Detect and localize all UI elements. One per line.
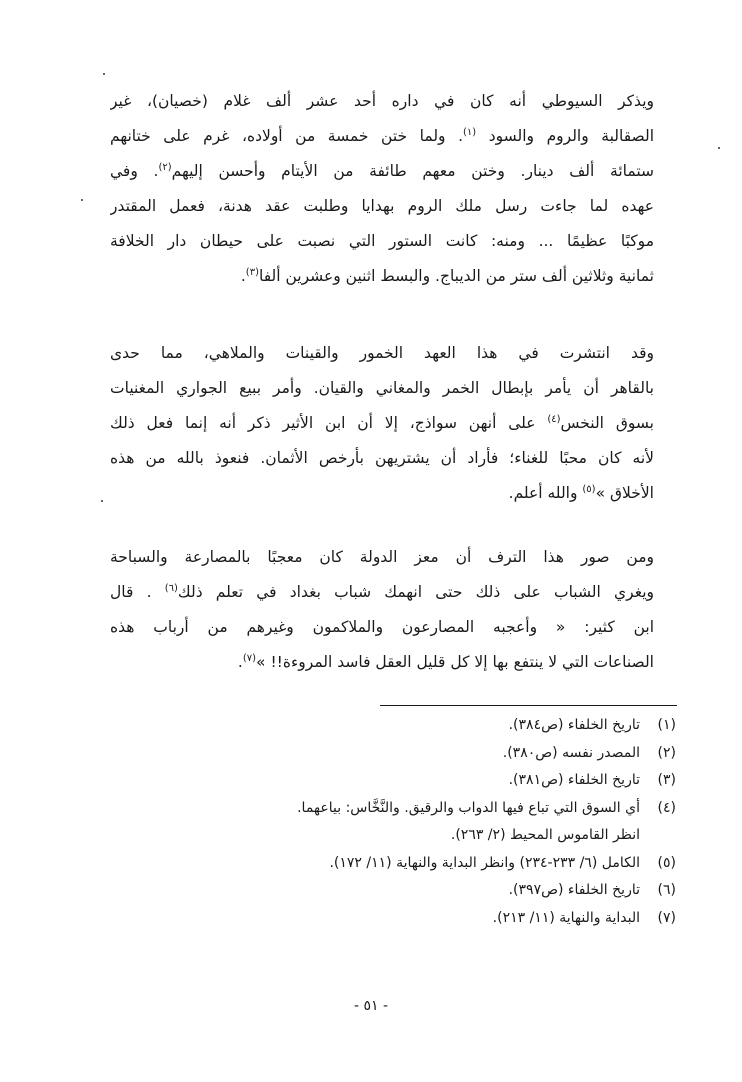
paragraph-2 [110,336,654,511]
footnote-text: الكامل (٦/ ٢٣٣-٢٣٤) وانظر البداية والنهاية (١١/ ١٧٢). [329,854,640,871]
paragraph-1 [110,84,654,294]
text-line: ثمانية وثلاثين ألف ستر من الديباج. والبسط اثنين وعشرين ألفا$^{(٣)}$. [240,266,654,285]
footnote-ref-5: (٥) [582,483,596,495]
text-line: ابن كثير: « وأعجبه المصارعون والملاكمون وغيرهم من أرباب هذه [110,618,654,636]
footnote-text: تاريخ الخلفاء (ص٣٨٤). [508,717,640,733]
footnote-7 [180,905,676,933]
footnote-number: (١) [657,717,676,733]
footnote-4 [180,795,676,823]
footnote-text: البداية والنهاية (١١/ ٢١٣). [492,909,640,926]
footnote-text: المصدر نفسه (ص٣٨٠). [502,744,640,761]
text-line: ومن صور هذا الترف أن معز الدولة كان معجبًا بالمصارعة والسباحة [110,548,654,566]
text-line: لأنه كان محبًا للغناء؛ فأراد أن يشتريهن بأرخص الأثمان. فنعوذ بالله من هذه [110,449,654,467]
text-line: ويذكر السيوطي أنه كان في داره أحد عشر ألف غلام (خصيان)، غير [110,92,654,110]
footnote-ref-3: (٣) [245,266,259,278]
footnote-text: أي السوق التي تباع فيها الدواب والرقيق. والنَّخَّاس: بياعهما. [297,799,640,816]
footnote-number: (٥) [657,854,676,871]
footnote-number: (٧) [657,909,676,926]
footnote-5 [180,850,676,878]
footnote-number: (٣) [657,772,676,788]
scan-speck [718,147,720,149]
footnote-1 [180,712,676,740]
footnote-number: (٦) [657,882,676,898]
text-line: ستمائة ألف دينار. وختن معهم طائفة من الأيتام وأحسن إليهم$^{(٢)}$. وفي [110,161,654,180]
text-line: بسوق النخس$^{(٤)}$ على أنهن سواذج، إلا أن ابن الأثير ذكر أنه إنما فعل ذلك [110,413,654,432]
footnote-4-continuation: انظر القاموس المحيط (٢/ ٢٦٣). [450,827,640,843]
text-line: عهده لما جاءت رسل ملك الروم بهدايا وطلبت عقد هدنة، فعمل المقتدر [110,197,654,215]
footnote-2 [180,740,676,768]
text-line: الصقالبة والروم والسود $^{(١)}$. ولما ختن خمسة من أولاده، غرم على ختانهم [110,126,654,145]
footnote-number: (٢) [657,744,676,761]
footnote-ref-7: (٧) [242,652,257,664]
footnote-3 [180,767,676,795]
footnote-ref-2: (٢) [158,161,172,173]
footnote-separator [380,705,677,706]
scan-speck [103,73,105,75]
scan-speck [81,199,83,201]
footnote-number: (٤) [657,799,676,816]
text-line: الأخلاق »$^{(٥)}$ والله أعلم. [508,483,654,502]
text-line: الصناعات التي لا ينتفع بها إلا كل قليل العقل فاسد المروءة!! »$^{(٧)}$. [237,652,654,671]
footnote-ref-1: (١) [463,126,477,138]
text-line: بالقاهر أن يأمر بإبطال الخمر والمغاني والقيان. وأمر ببيع الجواري المغنيات [110,379,654,397]
page-number: - ٥١ - [353,998,389,1014]
text-line: وقد انتشرت في هذا العهد الخمور والقينات والملاهي، مما حدى [110,344,654,362]
footnotes [180,712,676,932]
footnote-ref-6: (٦) [164,582,178,594]
text-line: ويغري الشباب على ذلك حتى انهمك شباب بغداد في تعلم ذلك$^{(٦)}$ . قال [110,582,654,601]
footnote-ref-4: (٤) [547,413,561,425]
scan-speck [101,500,103,502]
text-line: موكبًا عظيمًا ... ومنه: كانت الستور التي نصبت على حيطان دار الخلافة [110,232,654,250]
footnote-text: تاريخ الخلفاء (ص٣٨١). [508,772,640,788]
footnote-6 [180,877,676,905]
footnote-text: تاريخ الخلفاء (ص٣٩٧). [508,882,640,898]
paragraph-3 [110,540,654,680]
